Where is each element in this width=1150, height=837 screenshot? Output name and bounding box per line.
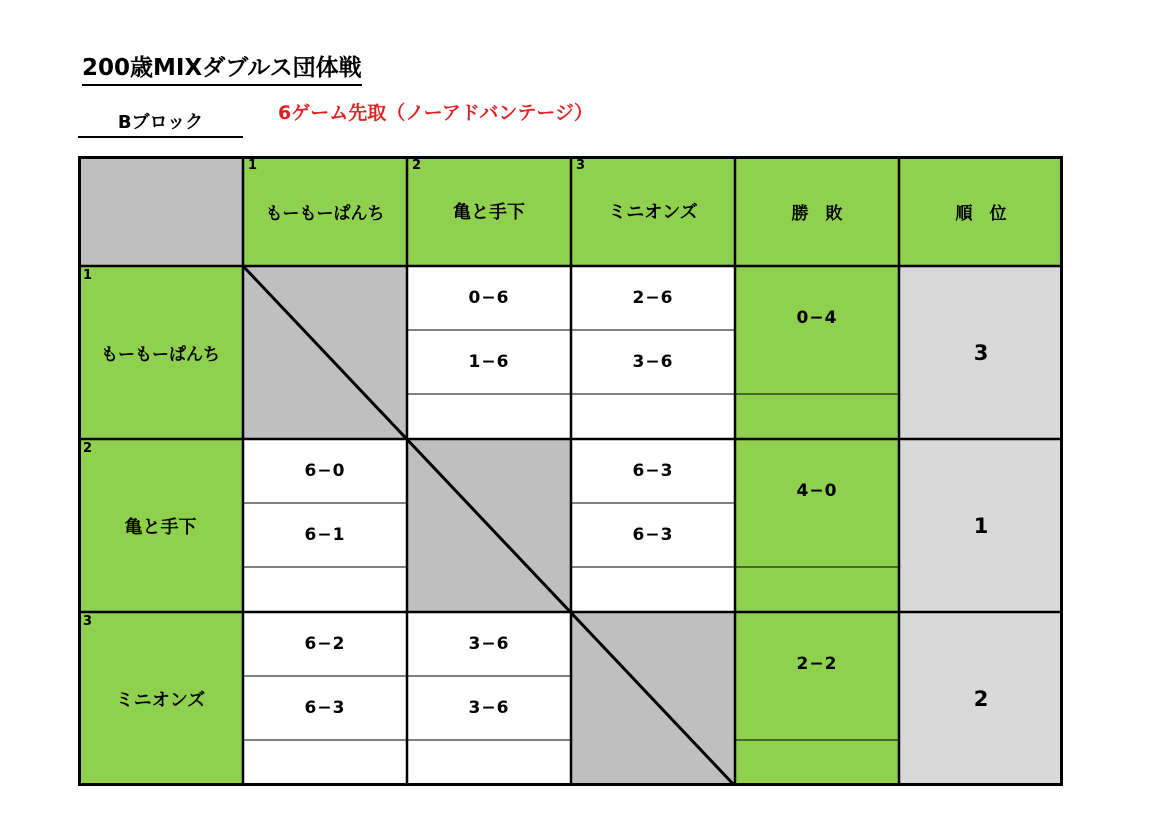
score-cell: 6−2 [243, 612, 407, 676]
score-cell: 1−6 [407, 330, 571, 394]
rank-header: 順 位 [955, 203, 1007, 224]
win-loss-header: 勝 敗 [791, 203, 843, 224]
win-loss-value: 4−0 [735, 439, 899, 567]
score-cell: 6−1 [243, 503, 407, 567]
score-cell: 6−3 [243, 676, 407, 740]
rank-value: 2 [899, 612, 1063, 786]
score-cell: 2−6 [571, 266, 735, 330]
rank-value: 3 [899, 266, 1063, 439]
block-label: Bブロック [78, 110, 243, 138]
score-cell: 6−0 [243, 439, 407, 503]
team-name: 亀と手下 [124, 516, 197, 538]
score-cell: 3−6 [407, 612, 571, 676]
score-cell: 3−6 [407, 676, 571, 740]
team-number: 2 [83, 441, 93, 456]
page-title: 200歳MIXダブルス団体戦 [82, 54, 362, 86]
team-name: ミニオンズ [608, 202, 698, 223]
rule-note: 6ゲーム先取（ノーアドバンテージ） [278, 102, 593, 124]
score-cell: 3−6 [571, 330, 735, 394]
results-table [78, 156, 1063, 786]
rank-value: 1 [899, 439, 1063, 612]
table-grid-lines [78, 156, 1063, 786]
team-name: 亀と手下 [453, 202, 525, 223]
team-number: 3 [576, 158, 586, 173]
score-cell: 6−3 [571, 439, 735, 503]
win-loss-value: 0−4 [735, 266, 899, 394]
team-name: もーもーぱんち [101, 345, 220, 365]
team-number: 3 [83, 614, 93, 629]
score-cell: 6−3 [571, 503, 735, 567]
team-name: ミニオンズ [115, 690, 206, 711]
win-loss-value: 2−2 [735, 612, 899, 740]
score-cell: 0−6 [407, 266, 571, 330]
team-number: 1 [83, 268, 93, 283]
team-number: 2 [412, 158, 422, 173]
team-number: 1 [248, 158, 258, 173]
team-name: もーもーぱんち [265, 203, 385, 224]
